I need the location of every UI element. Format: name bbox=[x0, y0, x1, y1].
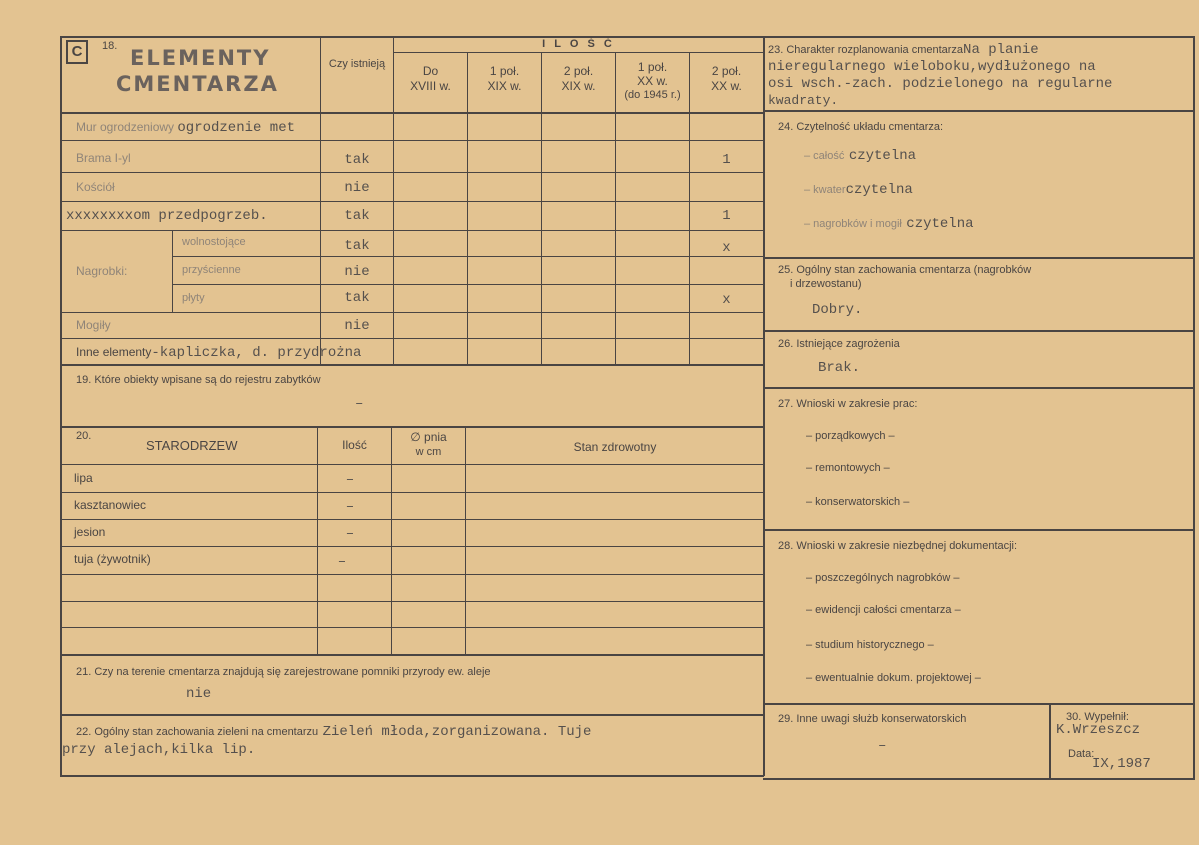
section-22-line1: 22. Ogólny stan zachowania zieleni na cmentarzu Zieleń młoda,zorganizowana. Tuje bbox=[76, 724, 592, 740]
tree-count: – bbox=[345, 499, 355, 515]
section-23-line2: nieregularnego wieloboku,wydłużonego na bbox=[768, 59, 1096, 75]
tree-name: jesion bbox=[74, 525, 106, 539]
section-27-item: – porządkowych – bbox=[806, 430, 895, 442]
exists-value: nie bbox=[344, 180, 370, 196]
exists-value: tak bbox=[344, 152, 370, 168]
section-24-label: 24. Czytelność układu cmentarza: bbox=[778, 121, 944, 133]
section-28-item: – studium historycznego – bbox=[806, 639, 934, 651]
section-29-label: 29. Inne uwagi służb konserwatorskich bbox=[778, 713, 967, 725]
section-25-label-1: 25. Ogólny stan zachowania cmentarza (nagrobków bbox=[778, 264, 1032, 276]
tree-count: – bbox=[345, 472, 355, 488]
tree-name: lipa bbox=[74, 471, 93, 485]
quantity-header: I L O Ś Ć bbox=[542, 38, 615, 50]
period-header: Do XVIII w. bbox=[410, 64, 451, 93]
row-label-gate: Brama I-yl bbox=[76, 151, 131, 165]
section-28-item: – poszczególnych nagrobków – bbox=[806, 572, 960, 584]
exists-value: tak bbox=[344, 290, 370, 306]
section-18-title-2: CMENTARZA bbox=[116, 72, 279, 96]
tree-count: – bbox=[345, 526, 355, 542]
exists-value: tak bbox=[344, 238, 370, 254]
section-27-label: 27. Wnioski w zakresie prac: bbox=[778, 398, 918, 410]
row-label-freestanding: wolnostojące bbox=[182, 236, 246, 248]
row-label-burial-mounds: Mogiły bbox=[76, 318, 111, 332]
row-label-other: Inne elementy-kapliczka, d. przydrożna bbox=[76, 345, 362, 361]
row-label-graves: Nagrobki: bbox=[76, 264, 128, 278]
period-header: 1 poł. XIX w. bbox=[487, 64, 522, 93]
exists-value: tak bbox=[344, 208, 370, 224]
row-label-wall-mounted: przyścienne bbox=[182, 264, 241, 276]
filled-by-name: K.Wrzeszcz bbox=[1056, 722, 1141, 738]
section-28-item: – ewidencji całości cmentarza – bbox=[806, 604, 961, 616]
tree-name: tuja (żywotnik) bbox=[74, 552, 151, 566]
row-label-slabs: płyty bbox=[182, 292, 205, 304]
section-27-item: – remontowych – bbox=[806, 462, 890, 474]
section-21-label: 21. Czy na terenie cmentarza znajdują się zarejestrowane pomniki przyrody ew. aleje bbox=[76, 666, 491, 678]
tree-count: – bbox=[337, 554, 347, 570]
section-19-value: – bbox=[355, 396, 364, 412]
date-label: Data: bbox=[1068, 748, 1095, 760]
quantity-value: x bbox=[722, 240, 731, 256]
tree-count-header: Ilość bbox=[342, 438, 367, 452]
section-24-item: – całość czytelna bbox=[804, 148, 917, 164]
tree-health-header: Stan zdrowotny bbox=[573, 440, 657, 454]
date-value: IX,1987 bbox=[1092, 756, 1151, 772]
exists-value: nie bbox=[344, 318, 370, 334]
section-27-item: – konserwatorskich – bbox=[806, 496, 910, 508]
section-24-item: – kwaterczytelna bbox=[804, 182, 913, 198]
period-header: 2 poł. XIX w. bbox=[561, 64, 596, 93]
quantity-value: 1 bbox=[722, 208, 731, 224]
section-23-line3: osi wsch.-zach. podzielonego na regularne bbox=[768, 76, 1113, 92]
quantity-value: x bbox=[722, 292, 731, 308]
tree-name: kasztanowiec bbox=[74, 498, 147, 512]
period-header: 1 poł. XX w. (do 1945 r.) bbox=[624, 60, 681, 101]
tree-diameter-header: ∅ pnia w cm bbox=[410, 430, 447, 458]
section-23-line1: 23. Charakter rozplanowania cmentarzaNa planie bbox=[768, 42, 1039, 58]
exists-column-header: Czy istnieją bbox=[328, 58, 386, 70]
exists-value: nie bbox=[344, 264, 370, 280]
section-23-line4: kwadraty. bbox=[768, 93, 839, 108]
section-26-label: 26. Istniejące zagrożenia bbox=[778, 338, 900, 350]
period-header: 2 poł. XX w. bbox=[711, 64, 742, 93]
section-18-number: 18. bbox=[102, 40, 118, 52]
section-20-number: 20. bbox=[76, 430, 92, 442]
section-28-label: 28. Wnioski w zakresie niezbędnej dokumentacji: bbox=[778, 540, 1018, 552]
section-30-label: 30. Wypełnił: bbox=[1066, 711, 1129, 723]
section-20-title: STARODRZEW bbox=[146, 438, 238, 453]
section-19-label: 19. Które obiekty wpisane są do rejestru zabytków bbox=[76, 374, 321, 386]
section-18-title-1: ELEMENTY bbox=[130, 46, 271, 70]
section-c-box: C bbox=[66, 40, 88, 64]
section-28-item: – ewentualnie dokum. projektowej – bbox=[806, 672, 981, 684]
row-label-wall: Mur ogrodzeniowy ogrodzenie met bbox=[76, 120, 296, 136]
section-22-line2: przy alejach,kilka lip. bbox=[62, 742, 256, 758]
row-label-church: Kościół bbox=[76, 180, 115, 194]
section-29-value: – bbox=[878, 738, 887, 754]
section-25-label-2: i drzewostanu) bbox=[790, 278, 862, 290]
section-21-value: nie bbox=[186, 686, 212, 702]
row-typed-funeral-house: xxxxxxxxom przedpogrzeb. bbox=[66, 208, 268, 224]
section-25-value: Dobry. bbox=[812, 302, 863, 318]
quantity-value: 1 bbox=[722, 152, 731, 168]
section-26-value: Brak. bbox=[818, 360, 861, 376]
section-24-item: – nagrobków i mogił czytelna bbox=[804, 216, 974, 232]
